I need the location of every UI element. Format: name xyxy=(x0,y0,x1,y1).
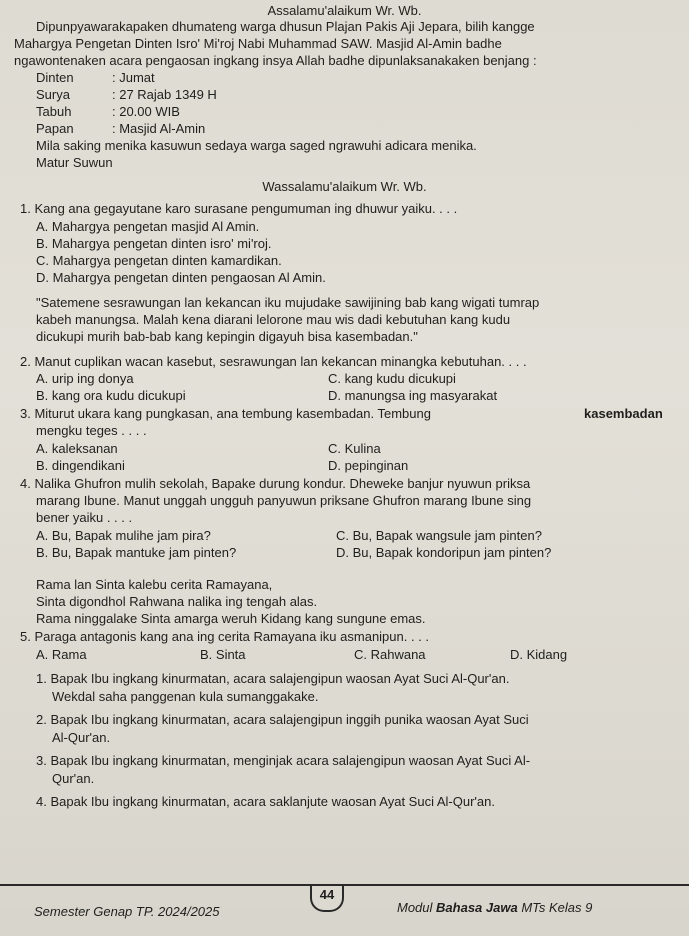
matur-suwun: Matur Suwun xyxy=(36,155,113,170)
q5-option-b[interactable]: B. Sinta xyxy=(200,647,246,662)
intro-line-2: Mahargya Pengetan Dinten Isro' Mi'roj Nabi Muhammad SAW. Masjid Al-Amin badhe xyxy=(14,36,502,51)
story-line-1: Rama lan Sinta kalebu cerita Ramayana, xyxy=(36,577,273,592)
q4-question-line-3: bener yaiku . . . . xyxy=(36,510,133,525)
intro-line-1: Dipunpyawarakapaken dhumateng warga dhusun Plajan Pakis Aji Jepara, bilih kangge xyxy=(36,19,535,34)
page-number: 44 xyxy=(319,887,335,902)
schedule-value-date: : 27 Rajab 1349 H xyxy=(112,87,217,102)
q1-option-c[interactable]: C. Mahargya pengetan dinten kamardikan. xyxy=(36,253,282,268)
salam-closing: Wassalamu'alaikum Wr. Wb. xyxy=(262,179,427,194)
list-item-2-line-1: 2. Bapak Ibu ingkang kinurmatan, acara salajengipun inggih punika waosan Ayat Suci xyxy=(36,712,529,727)
q3-question-line-2: mengku teges . . . . xyxy=(36,423,147,438)
list-item-1-line-1: 1. Bapak Ibu ingkang kinurmatan, acara salajengipun waosan Ayat Suci Al-Qur'an. xyxy=(36,671,510,686)
q3-bold-word: kasembadan xyxy=(584,406,663,421)
list-item-3-line-2: Qur'an. xyxy=(52,771,95,786)
schedule-label-day: Dinten xyxy=(36,70,74,85)
q1-option-a[interactable]: A. Mahargya pengetan masjid Al Amin. xyxy=(36,219,260,234)
story-line-2: Sinta digondhol Rahwana nalika ing tengah alas. xyxy=(36,594,318,609)
list-item-4-line-1: 4. Bapak Ibu ingkang kinurmatan, acara saklanjute waosan Ayat Suci Al-Qur'an. xyxy=(36,794,495,809)
footer-module-suffix: MTs Kelas 9 xyxy=(517,900,593,915)
q2-option-a[interactable]: A. urip ing donya xyxy=(36,371,134,386)
q5-question: 5. Paraga antagonis kang ana ing cerita Ramayana iku asmanipun. . . . xyxy=(20,629,430,644)
q2-option-c[interactable]: C. kang kudu dicukupi xyxy=(328,371,456,386)
passage-line-2: kabeh manungsa. Malah kena diarani lelorone mau wis dadi kebutuhan kang kudu xyxy=(36,312,511,327)
q5-option-a[interactable]: A. Rama xyxy=(36,647,87,662)
q4-option-a[interactable]: A. Bu, Bapak mulihe jam pira? xyxy=(36,528,211,543)
closing-line: Mila saking menika kasuwun sedaya warga saged ngrawuhi adicara menika. xyxy=(36,138,477,153)
schedule-label-place: Papan xyxy=(36,121,74,136)
q3-option-b[interactable]: B. dingendikani xyxy=(36,458,125,473)
q2-question: 2. Manut cuplikan wacan kasebut, sesrawungan lan kekancan minangka kebutuhan. . . . xyxy=(20,354,527,369)
q4-question-line-2: marang Ibune. Manut unggah ungguh panyuwun priksane Ghufron marang Ibune sing xyxy=(36,493,532,508)
list-item-1-line-2: Wekdal saha panggenan kula sumanggakake. xyxy=(52,689,319,704)
q2-option-d[interactable]: D. manungsa ing masyarakat xyxy=(328,388,498,403)
q1-option-b[interactable]: B. Mahargya pengetan dinten isro' mi'roj. xyxy=(36,236,272,251)
q1-question: 1. Kang ana gegayutane karo surasane pengumuman ing dhuwur yaiku. . . . xyxy=(20,201,458,216)
q5-option-d[interactable]: D. Kidang xyxy=(510,647,568,662)
passage-line-3: dicukupi murih bab-bab kang kepingin digayuh bisa kasembadan." xyxy=(36,329,418,344)
schedule-value-time: : 20.00 WIB xyxy=(112,104,180,119)
q4-option-c[interactable]: C. Bu, Bapak wangsule jam pinten? xyxy=(336,528,542,543)
list-item-3-line-1: 3. Bapak Ibu ingkang kinurmatan, menginjak acara salajengipun waosan Ayat Suci Al- xyxy=(36,753,531,768)
schedule-label-date: Surya xyxy=(36,87,70,102)
q4-question-line-1: 4. Nalika Ghufron mulih sekolah, Bapake durung kondur. Dheweke banjur nyuwun priksa xyxy=(20,476,531,491)
page-number-badge xyxy=(310,886,344,912)
list-item-2-line-2: Al-Qur'an. xyxy=(52,730,111,745)
q2-option-b[interactable]: B. kang ora kudu dicukupi xyxy=(36,388,186,403)
footer-module xyxy=(397,899,592,916)
schedule-label-time: Tabuh xyxy=(36,104,72,119)
passage-line-1: "Satemene sesrawungan lan kekancan iku mujudake sawijining bab kang wigati tumrap xyxy=(36,295,540,310)
q5-option-c[interactable]: C. Rahwana xyxy=(354,647,426,662)
q3-question-line-1: 3. Miturut ukara kang pungkasan, ana tembung kasembadan. Tembung xyxy=(20,406,431,421)
schedule-value-place: : Masjid Al-Amin xyxy=(112,121,206,136)
footer-module-prefix: Modul xyxy=(397,900,437,915)
footer-module-subject: Bahasa Jawa xyxy=(436,900,518,915)
q1-option-d[interactable]: D. Mahargya pengetan dinten pengaosan Al Amin. xyxy=(36,270,326,285)
footer-divider xyxy=(0,884,689,886)
intro-line-3: ngawontenaken acara pengaosan ingkang insya Allah badhe dipunlaksanakaken benjang : xyxy=(14,53,537,68)
q3-option-c[interactable]: C. Kulina xyxy=(328,441,381,456)
q4-option-d[interactable]: D. Bu, Bapak kondoripun jam pinten? xyxy=(336,545,552,560)
q3-option-d[interactable]: D. pepinginan xyxy=(328,458,409,473)
schedule-value-day: : Jumat xyxy=(112,70,155,85)
story-line-3: Rama ninggalake Sinta amarga weruh Kidang kang sungune emas. xyxy=(36,611,426,626)
footer-semester: Semester Genap TP. 2024/2025 xyxy=(34,904,220,919)
salam-opening: Assalamu'alaikum Wr. Wb. xyxy=(267,3,422,18)
q4-option-b[interactable]: B. Bu, Bapak mantuke jam pinten? xyxy=(36,545,237,560)
q3-option-a[interactable]: A. kaleksanan xyxy=(36,441,118,456)
